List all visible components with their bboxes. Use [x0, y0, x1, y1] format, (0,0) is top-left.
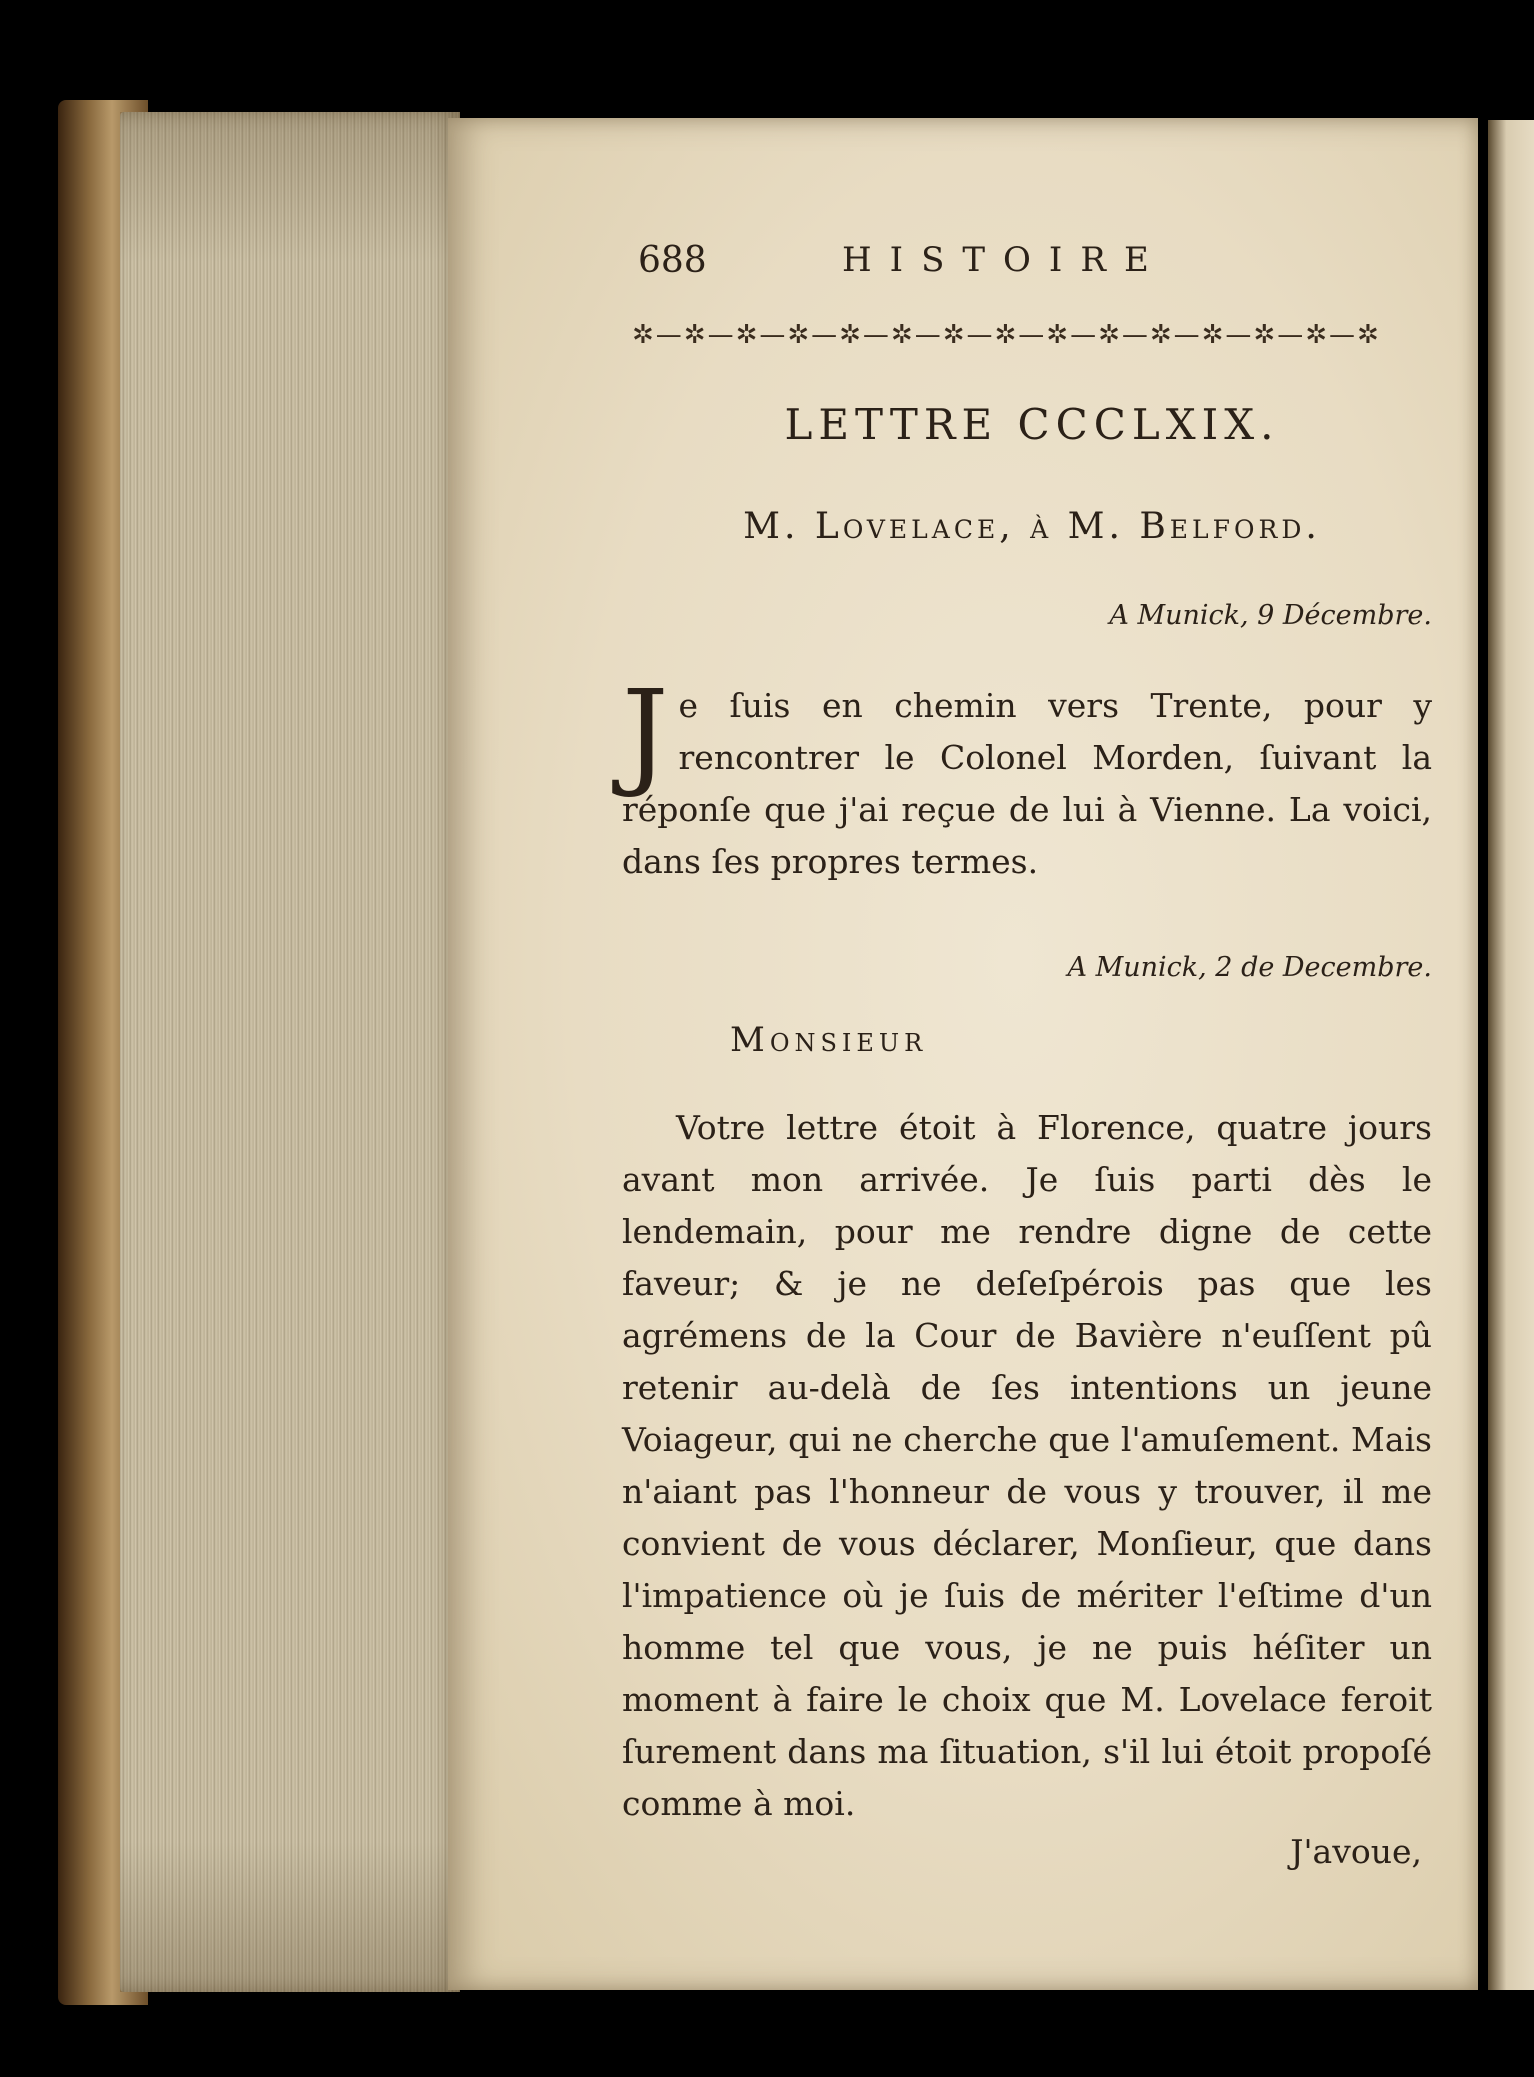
page-edges [120, 112, 460, 1992]
letter-title: LETTRE CCCLXIX. [784, 400, 1280, 449]
ornament-divider: ✲—✲—✲—✲—✲—✲—✲—✲—✲—✲—✲—✲—✲—✲—✲ [632, 320, 1381, 350]
paragraph-first-text: e ſuis en chemin vers Trente, pour y rencontrer le Colonel Morden, ſuivant la réponſe que j'ai reçue de lui à Vienne. La voici, dans ſes propres termes. [622, 686, 1432, 881]
paragraph-second: Votre lettre étoit à Florence, quatre jours avant mon arrivée. Je ſuis parti dès le lendemain, pour me rendre digne de cette faveur; & je ne deſeſpérois pas que les agrémens de la Cour de Bavière n'euſſent pû retenir au-delà de ſes intentions un jeune Voiageur, qui ne cherche que l'amuſement. Mais n'aiant pas l'honneur de vous y trouver, il me convient de vous déclarer, Monſieur, que dans l'impatience où je ſuis de mériter l'eſtime d'un homme tel que vous, je ne puis héſiter un moment à faire le choix que M. Lovelace feroit ſurement dans ma ſituation, s'il lui étoit propoſé comme à moi. [622, 1108, 1432, 1823]
dateline-first: A Munick, 9 Décembre. [1109, 600, 1432, 631]
salutation: Monsieur [730, 1020, 928, 1060]
running-head: HISTOIRE [842, 240, 1167, 280]
letter-correspondents: M. Lovelace, à M. Belford. [743, 506, 1321, 547]
page-number: 688 [638, 240, 707, 281]
paragraph-first [622, 666, 1432, 888]
dateline-second: A Munick, 2 de Decembre. [1067, 952, 1432, 983]
catchword: J'avoue, [1290, 1832, 1422, 1871]
facing-page-edge [1488, 120, 1534, 1990]
drop-cap: J [622, 666, 669, 801]
